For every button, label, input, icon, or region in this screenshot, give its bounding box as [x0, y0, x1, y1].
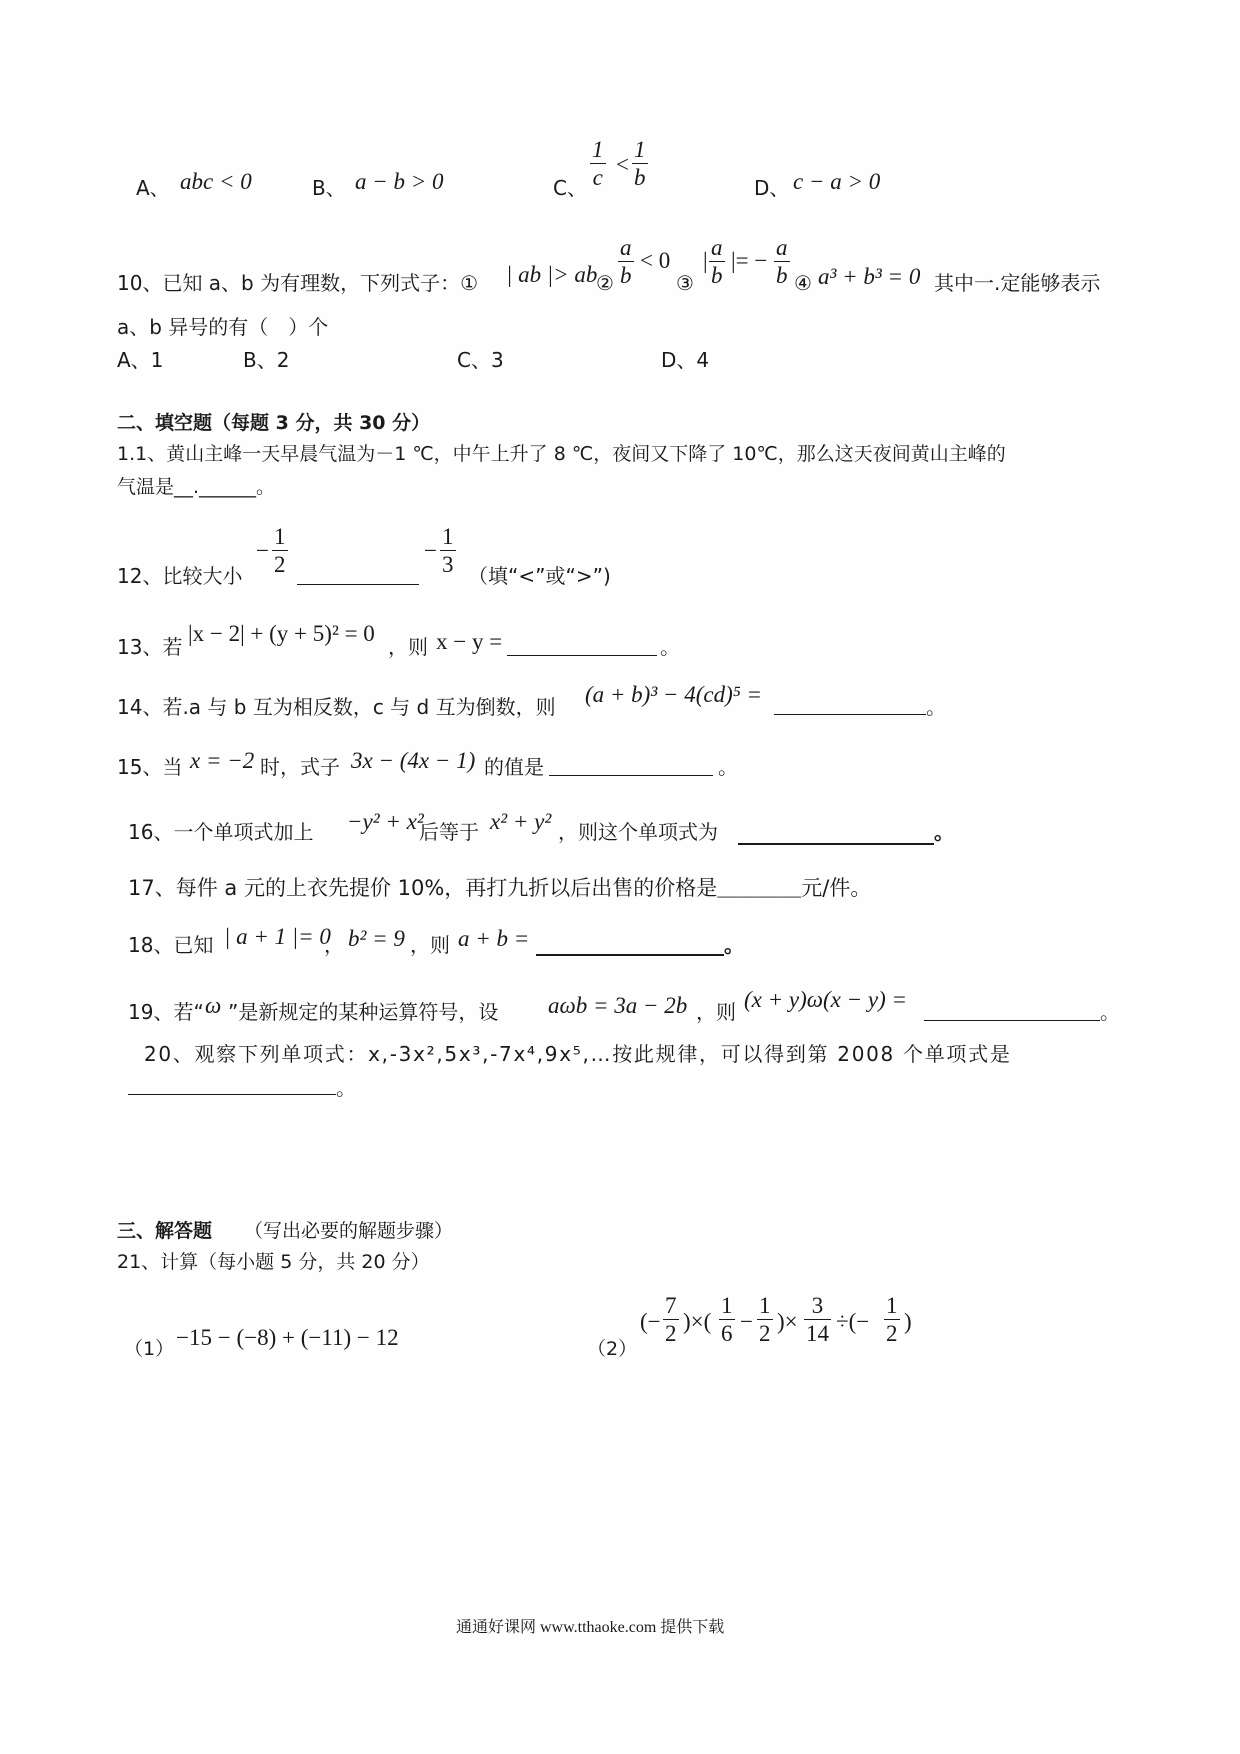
q10-formula-1: | ab |> ab: [506, 262, 598, 287]
q18-end: 。: [724, 933, 744, 957]
q10-formula-2-tail: < 0: [640, 248, 671, 273]
q19-label: 19、若“: [128, 1000, 204, 1024]
q9-option-b-expr: a − b > 0: [355, 169, 444, 194]
q16-mid: 后等于: [419, 820, 479, 844]
denominator: b: [711, 263, 723, 288]
q21-part-2-close: ): [904, 1309, 912, 1334]
q10-option-a: A、1: [117, 348, 164, 372]
denominator: b: [634, 165, 646, 190]
q10-option-c: C、3: [457, 348, 504, 372]
q15-label: 15、当: [117, 755, 183, 779]
q19-end: 。: [1100, 1000, 1120, 1024]
denominator: 14: [806, 1321, 829, 1346]
q19-symbol: ω: [205, 993, 222, 1018]
q21-part-2-term-1: )×(: [683, 1309, 712, 1334]
q11-line-1: 1.1、黄山主峰一天早晨气温为－1 ℃，中午上升了 8 ℃，夜间又下降了 10℃，那么这天夜间黄山主峰的: [117, 443, 1006, 465]
numerator: 1: [886, 1293, 898, 1318]
q13-end: 。: [660, 635, 680, 659]
q9-option-a-expr: abc < 0: [180, 169, 252, 194]
q18-expr-3: a + b =: [458, 926, 530, 951]
q14-end: 。: [926, 695, 946, 719]
q20-answer-blank: [128, 1094, 336, 1095]
q10-formula-3-bar: |: [703, 248, 708, 273]
q12-minus-1: −: [256, 538, 269, 563]
q10-formula-3-mid: |= −: [731, 248, 768, 273]
q18-expr-1: | a + 1 |= 0: [224, 924, 331, 949]
numerator: 1: [592, 137, 604, 162]
numerator: 3: [804, 1294, 831, 1320]
q21-label: 21、计算（每小题 5 分，共 20 分）: [117, 1251, 430, 1273]
q21-part-2-term-3: )×: [777, 1309, 798, 1334]
q18-sep: ，: [324, 933, 344, 957]
denominator: b: [776, 263, 788, 288]
q18-label: 18、已知: [128, 933, 214, 957]
q16-expr-2: x² + y²: [490, 809, 552, 834]
page-footer: 通通好课网 www.tthaoke.com 提供下载: [456, 1619, 725, 1636]
q21-part-2-fraction-3: [757, 1294, 773, 1345]
numerator: 1: [759, 1293, 771, 1318]
q21-part-2-fraction-5: [884, 1294, 900, 1345]
q13-mid: ，则: [388, 635, 428, 659]
q13-answer-blank: [507, 655, 657, 656]
q10-formula-3-fraction-1: [709, 236, 725, 287]
q9-option-b-label: B、: [312, 176, 346, 200]
denominator: c: [592, 165, 603, 190]
q15-tail: 的值是: [484, 755, 544, 779]
q14-text: 14、若.a 与 b 互为相反数，c 与 d 互为倒数，则: [117, 695, 556, 719]
q12-fraction-2: [440, 525, 456, 576]
q9-c-fraction-1: [590, 138, 606, 189]
q10-suffix: 其中一.定能够表示: [934, 271, 1101, 295]
numerator: 1: [721, 1293, 733, 1318]
q16-tail: ，则这个单项式为: [558, 820, 718, 844]
denominator: b: [620, 263, 632, 288]
q21-part-2-label: （2）: [587, 1338, 638, 1360]
q10-prefix: 10、已知 a、b 为有理数，下列式子：①: [117, 271, 479, 295]
q16-expr-1: −y² + x²: [347, 809, 424, 834]
q9-option-d-expr: c − a > 0: [793, 169, 881, 194]
denominator: 3: [442, 552, 454, 577]
q21-part-2-open: (−: [640, 1309, 661, 1334]
q19-definition: aωb = 3a − 2b: [548, 993, 688, 1018]
q14-expr: (a + b)³ − 4(cd)⁵ =: [585, 682, 763, 707]
q15-answer-blank: [549, 775, 713, 776]
q12-label: 12、比较大小: [117, 564, 243, 588]
q21-part-1-label: （1）: [124, 1338, 175, 1360]
q21-part-2-fraction-2: [719, 1294, 735, 1345]
denominator: 2: [274, 552, 286, 577]
numerator: 7: [665, 1293, 677, 1318]
q14-answer-blank: [774, 714, 926, 715]
numerator: 1: [274, 524, 286, 549]
numerator: 1: [442, 524, 454, 549]
q10-option-d: D、4: [661, 348, 710, 372]
q15-condition: x = −2: [190, 748, 255, 773]
q12-answer-blank: [297, 584, 419, 585]
q9-option-d-label: D、: [754, 176, 790, 200]
q21-part-2-term-4: ÷(−: [836, 1309, 870, 1334]
q9-c-fraction-2: [632, 138, 648, 189]
q10-circle-4: ④: [794, 271, 812, 295]
q20-line-1: 20、观察下列单项式：x,-3x²,5x³,-7x⁴,9x⁵,…按此规律，可以得到第 2008 个单项式是: [144, 1042, 1012, 1066]
q21-part-1-expr: −15 − (−8) + (−11) − 12: [176, 1325, 399, 1350]
q16-label: 16、一个单项式加上: [128, 820, 314, 844]
q15-mid: 时，式子: [260, 755, 340, 779]
q10-option-b: B、2: [243, 348, 290, 372]
q13-target: x − y =: [436, 629, 503, 654]
q16-end: 。: [934, 820, 954, 844]
denominator: 2: [759, 1321, 771, 1346]
q10-formula-2-fraction: [618, 236, 634, 287]
q16-answer-blank: [738, 843, 934, 845]
q18-expr-2: b² = 9: [348, 926, 405, 951]
numerator: a: [620, 235, 632, 260]
q12-fraction-1: [272, 525, 288, 576]
numerator: a: [711, 235, 723, 260]
denominator: 2: [886, 1321, 898, 1346]
section-2-heading: 二、填空题（每题 3 分，共 30 分）: [117, 412, 431, 434]
numerator: 1: [634, 137, 646, 162]
q13-expr: |x − 2| + (y + 5)² = 0: [188, 621, 375, 646]
q12-hint: （填“<”或“>”): [468, 564, 611, 588]
q10-formula-4: a³ + b³ = 0: [818, 264, 921, 289]
q9-option-c-label: C、: [553, 176, 587, 200]
denominator: 6: [721, 1321, 733, 1346]
q19-mid: ”是新规定的某种运算符号，设: [228, 1000, 499, 1024]
section-3-heading: 三、解答题: [117, 1220, 213, 1242]
q9-c-operator: <: [616, 152, 629, 177]
q20-end: 。: [336, 1076, 356, 1100]
q10-formula-3-fraction-2: [774, 236, 790, 287]
q19-then: ，则: [696, 1000, 736, 1024]
q10-line-2: a、b 异号的有（ ）个: [117, 315, 329, 339]
numerator: a: [776, 235, 788, 260]
q18-mid: ，则: [410, 933, 450, 957]
q15-end: 。: [718, 755, 738, 779]
section-3-note: （写出必要的解题步骤）: [244, 1220, 454, 1242]
q21-part-2-fraction-1: [663, 1294, 679, 1345]
q9-option-a-label: A、: [136, 176, 170, 200]
q11-line-2: 气温是__.______。: [117, 476, 276, 498]
q10-circle-3: ③: [676, 271, 694, 295]
q17-text: 17、每件 a 元的上衣先提价 10%，再打九折以后出售的价格是＿＿＿＿元/件。: [128, 876, 872, 900]
q15-expr: 3x − (4x − 1): [351, 748, 476, 773]
q21-part-2-term-2: −: [740, 1309, 753, 1334]
q12-minus-2: −: [424, 538, 437, 563]
denominator: 2: [665, 1321, 677, 1346]
q10-circle-2: ②: [596, 271, 614, 295]
q18-answer-blank: [536, 954, 724, 956]
q19-expr: (x + y)ω(x − y) =: [744, 987, 908, 1012]
q13-label: 13、若: [117, 635, 183, 659]
q21-part-2-fraction-4: [804, 1294, 831, 1345]
q19-answer-blank: [924, 1020, 1100, 1021]
